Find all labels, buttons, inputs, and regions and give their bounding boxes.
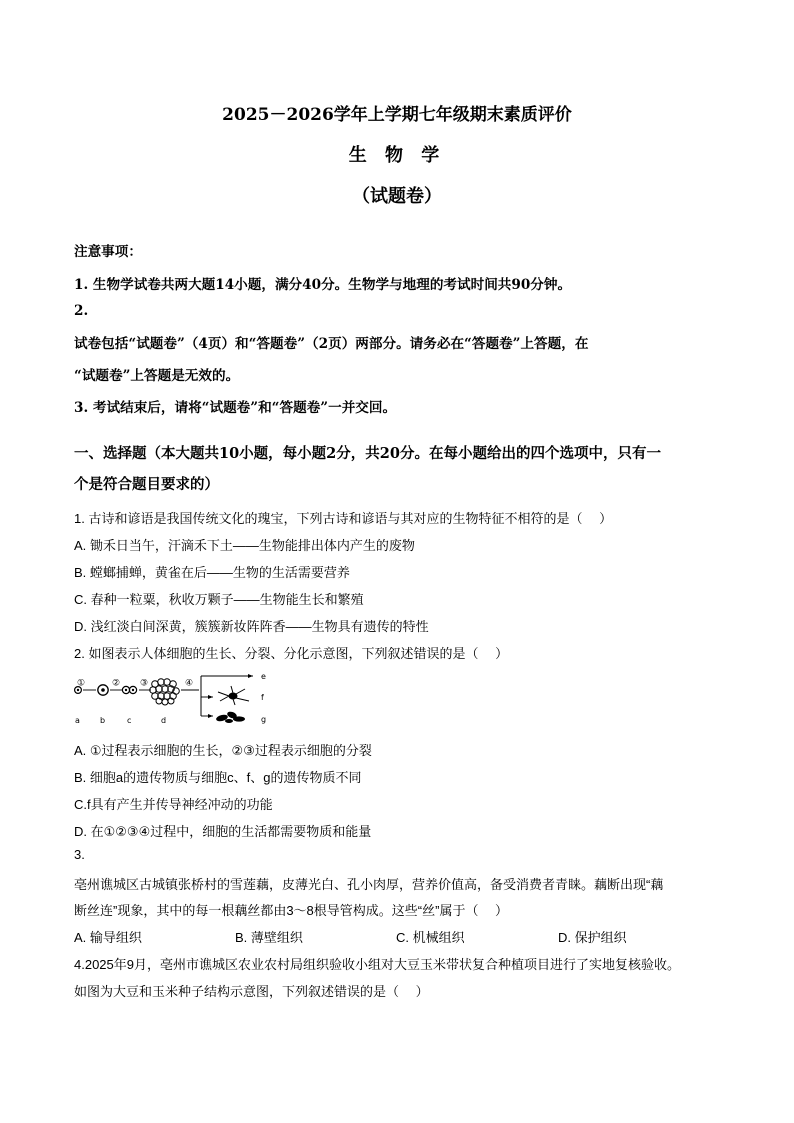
question-2-option-c: C.f具有产生并传导神经冲动的功能 — [74, 797, 273, 812]
notice-heading: 注意事项： — [74, 244, 142, 260]
section-1-heading-line-1: 一、选择题（本大题共10小题，每小题2分，共20分。在每小题给出的四个选项中，只有一 — [74, 445, 661, 462]
question-1-stem: 1. 古诗和谚语是我国传统文化的瑰宝，下列古诗和谚语与其对应的生物特征不相符的是（ ） — [74, 511, 613, 526]
label-step-4: ④ — [185, 678, 194, 689]
question-3-option-c: C. 机械组织 — [396, 930, 465, 945]
label-f: f — [261, 693, 264, 702]
question-3-option-a: A. 输导组织 — [74, 930, 142, 945]
question-1-option-b: B. 螳螂捕蝉，黄雀在后——生物的生活需要营养 — [74, 565, 350, 580]
question-1-option-d: D. 浅红淡白间深黄，簇簇新妆阵阵香——生物具有遗传的特性 — [74, 619, 429, 634]
label-step-1: ① — [77, 678, 86, 689]
notice-item-2-number: 2. — [74, 303, 89, 319]
label-d: d — [161, 716, 167, 725]
label-b: b — [100, 716, 106, 725]
label-e: e — [261, 672, 266, 681]
notice-item-2-line-1: 试卷包括“试题卷”（4页）和“答题卷”（2页）两部分。请务必在“答题卷”上答题，在 — [74, 336, 589, 352]
label-c: c — [127, 716, 132, 725]
question-3-line-1: 亳州谯城区古城镇张桥村的雪莲藕，皮薄光白、孔小肉厚，营养价值高，备受消费者青睐。藕断出现“藕 — [74, 877, 664, 892]
question-3-option-d: D. 保护组织 — [558, 930, 627, 945]
question-3-number: 3. — [74, 847, 85, 862]
question-4-line-2: 如图为大豆和玉米种子结构示意图，下列叙述错误的是（ ） — [74, 984, 429, 999]
paper-type: （试题卷） — [352, 186, 442, 207]
question-4-line-1: 4.2025年9月，亳州市谯城区农业农村局组织验收小组对大豆玉米带状复合种植项目进行了实地复核验收。 — [74, 957, 680, 972]
question-3-option-b: B. 薄壁组织 — [235, 930, 303, 945]
notice-item-3: 3. 考试结束后，请将“试题卷”和“答题卷”一并交回。 — [74, 400, 397, 416]
cell-division-diagram — [73, 672, 273, 726]
label-a: a — [75, 716, 80, 725]
exam-title: 2025－2026学年上学期七年级期末素质评价 — [222, 105, 572, 125]
notice-item-1: 1. 生物学试卷共两大题14小题，满分40分。生物学与地理的考试时间共90分钟。 — [74, 277, 572, 293]
question-2-option-d: D. 在①②③④过程中，细胞的生活都需要物质和能量 — [74, 824, 372, 839]
question-3-line-2: 断丝连”现象，其中的每一根藕丝都由3～8根导管构成。这些“丝”属于（ ） — [74, 903, 509, 918]
label-g: g — [261, 715, 267, 724]
question-1-option-c: C. 春种一粒粟，秋收万颗子——生物能生长和繁殖 — [74, 592, 364, 607]
neuron-cell-f — [218, 686, 249, 705]
section-1-heading-line-2: 个是符合题目要求的） — [74, 476, 219, 493]
cells-g — [215, 710, 245, 723]
cell-cluster-d — [150, 679, 180, 705]
label-step-3: ③ — [140, 678, 149, 689]
question-2-stem: 2. 如图表示人体细胞的生长、分裂、分化示意图，下列叙述错误的是（ ） — [74, 646, 509, 661]
question-1-option-a: A. 锄禾日当午，汗滴禾下土——生物能排出体内产生的废物 — [74, 538, 415, 553]
subject-title: 生 物 学 — [348, 145, 446, 166]
label-step-2: ② — [112, 678, 121, 689]
notice-item-2-line-2: “试题卷”上答题是无效的。 — [74, 368, 240, 384]
cell-b — [98, 685, 108, 695]
question-2-option-b: B. 细胞a的遗传物质与细胞c、f、g的遗传物质不同 — [74, 770, 362, 785]
question-2-option-a: A. ①过程表示细胞的生长，②③过程表示细胞的分裂 — [74, 743, 372, 758]
cell-c — [122, 686, 136, 693]
